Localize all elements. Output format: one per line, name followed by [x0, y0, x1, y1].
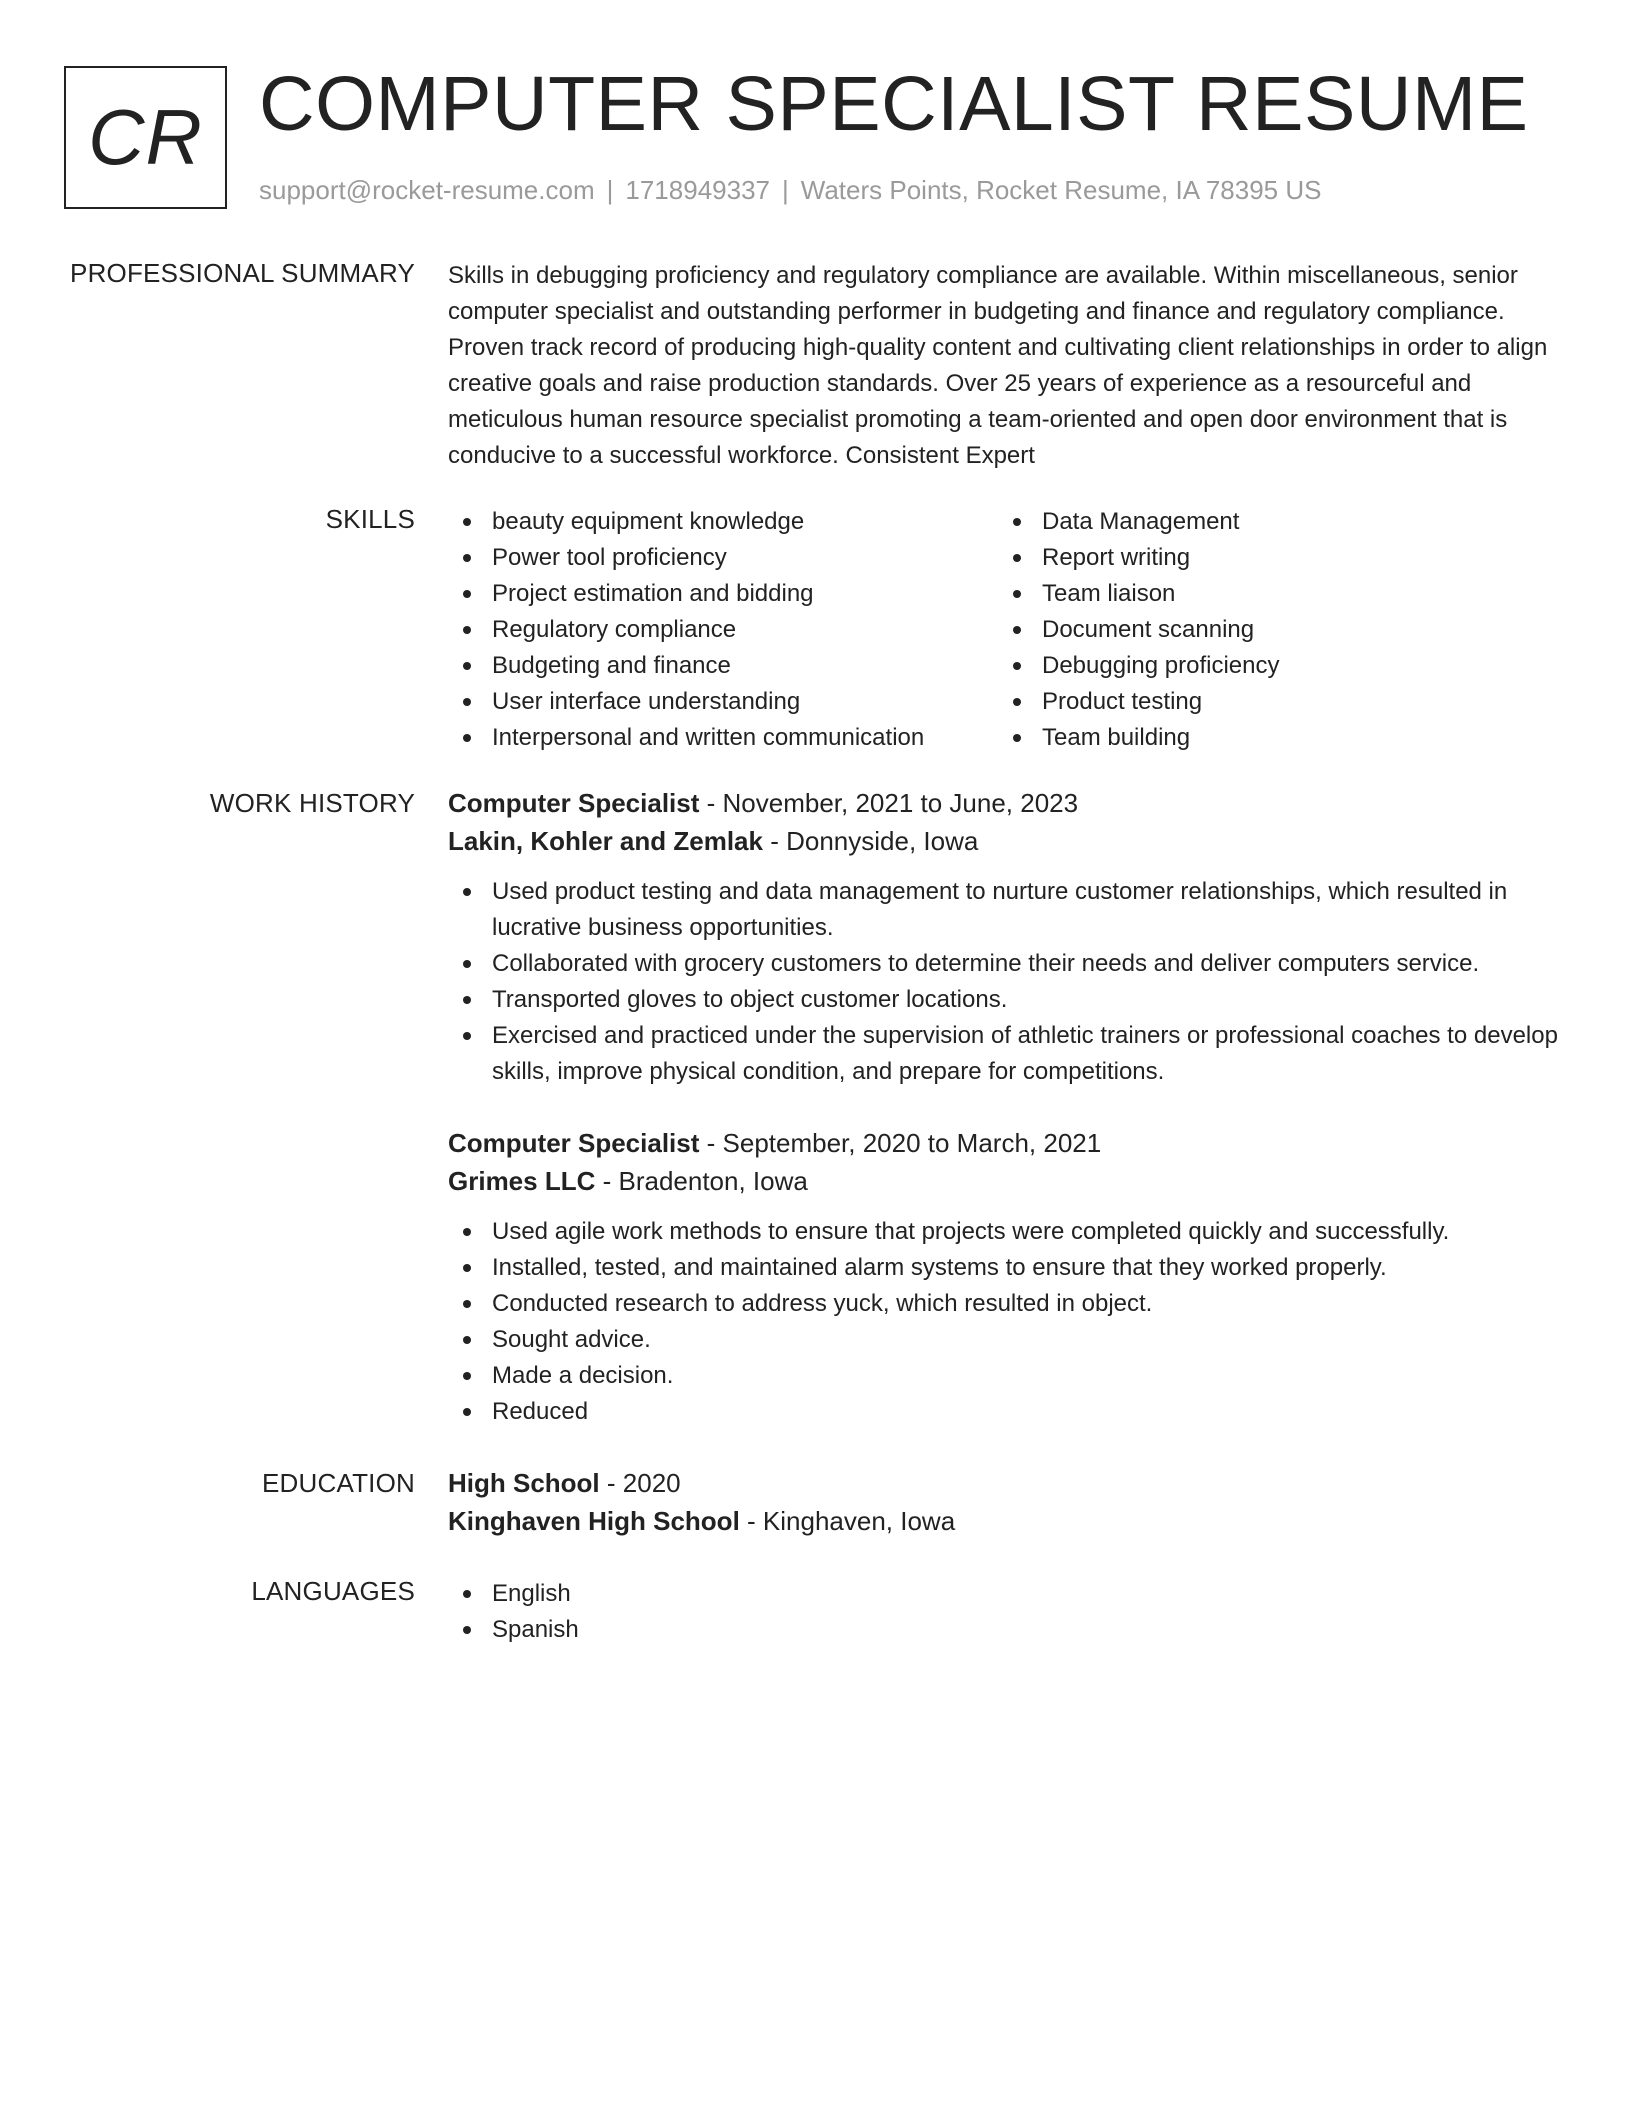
job-title: Computer Specialist [448, 788, 700, 818]
contact-separator: | [782, 175, 789, 205]
job-company-line [448, 822, 1568, 860]
skill-item: Debugging proficiency [998, 648, 1548, 684]
contact-address: Waters Points, Rocket Resume, IA 78395 US [800, 175, 1322, 205]
language-item: Spanish [448, 1612, 1568, 1648]
skill-item: Team liaison [998, 576, 1548, 612]
languages-heading: LANGUAGES [251, 1576, 415, 1606]
skill-item: Interpersonal and written communication [448, 720, 998, 756]
education-year: - 2020 [599, 1468, 681, 1498]
skills-heading: SKILLS [325, 504, 415, 534]
job-duty-item: Sought advice. [448, 1322, 1568, 1358]
job-entry [448, 784, 1568, 1090]
job-title-line [448, 784, 1568, 822]
languages-items [448, 1576, 1568, 1648]
resume-title: COMPUTER SPECIALIST RESUME [259, 61, 1529, 147]
job-duty-item: Collaborated with grocery customers to determine their needs and deliver computers service. [448, 946, 1568, 982]
skill-item: User interface understanding [448, 684, 998, 720]
job-dates: - September, 2020 to March, 2021 [699, 1128, 1102, 1158]
skills-list [448, 504, 1568, 756]
language-item: English [448, 1576, 1568, 1612]
job-duty-item: Made a decision. [448, 1358, 1568, 1394]
job-company: Grimes LLC [448, 1166, 596, 1196]
monogram-box [64, 66, 227, 209]
education-school: Kinghaven High School [448, 1506, 740, 1536]
skill-item: Product testing [998, 684, 1548, 720]
education-entry [448, 1464, 1568, 1540]
job-duty-item: Installed, tested, and maintained alarm systems to ensure that they worked properly. [448, 1250, 1568, 1286]
resume-header [64, 61, 1564, 210]
skills-column-left [448, 504, 998, 756]
education-degree: High School [448, 1468, 600, 1498]
job-dates: - November, 2021 to June, 2023 [699, 788, 1079, 818]
skill-item: Project estimation and bidding [448, 576, 998, 612]
monogram-initials: CR [88, 93, 203, 181]
job-location: - Bradenton, Iowa [595, 1166, 808, 1196]
summary-heading: PROFESSIONAL SUMMARY [70, 258, 415, 288]
skill-item: Document scanning [998, 612, 1548, 648]
skill-item: Data Management [998, 504, 1548, 540]
skill-item: Regulatory compliance [448, 612, 998, 648]
job-location: - Donnyside, Iowa [762, 826, 979, 856]
job-duty-item: Transported gloves to object customer locations. [448, 982, 1568, 1018]
job-company-line [448, 1162, 1568, 1200]
skill-item: Power tool proficiency [448, 540, 998, 576]
contact-separator: | [606, 175, 614, 205]
education-school-line [448, 1502, 1568, 1540]
contact-line [259, 175, 1321, 206]
languages-list [448, 1576, 1568, 1648]
education-heading: EDUCATION [262, 1468, 415, 1498]
job-company: Lakin, Kohler and Zemlak [448, 826, 763, 856]
job-duty-item: Used agile work methods to ensure that projects were completed quickly and successfully. [448, 1214, 1568, 1250]
skill-item: beauty equipment knowledge [448, 504, 998, 540]
job-entry [448, 1124, 1568, 1430]
skill-item: Team building [998, 720, 1548, 756]
job-duties [448, 874, 1568, 1090]
contact-email[interactable]: support@rocket-resume.com [259, 175, 595, 205]
job-duty-item: Exercised and practiced under the supervision of athletic trainers or professional coaches to develop skills, improve physical condition, and prepare for competitions. [448, 1018, 1568, 1090]
skill-item: Budgeting and finance [448, 648, 998, 684]
job-duty-item: Conducted research to address yuck, which resulted in object. [448, 1286, 1568, 1322]
work-history-heading: WORK HISTORY [209, 788, 415, 818]
job-title-line [448, 1124, 1568, 1162]
job-title: Computer Specialist [448, 1128, 700, 1158]
education-location: - Kinghaven, Iowa [739, 1506, 956, 1536]
contact-phone[interactable]: 1718949337 [625, 175, 770, 205]
job-duty-item: Reduced [448, 1394, 1568, 1430]
education-degree-line [448, 1464, 1568, 1502]
skills-column-right [998, 504, 1548, 756]
summary-text: Skills in debugging proficiency and regulatory compliance are available. Within miscellaneous, senior computer specialist and outstanding performer in budgeting and finance and regulatory compliance. Proven track record of producing high-quality content and cultivating client relationships in order to align creative goals and raise production standards. Over 25 years of experience as a resourceful and meticulous human resource specialist promoting a team-oriented and open door environment that is conducive to a successful workforce. Consistent Expert [448, 262, 1548, 469]
job-duty-item: Used product testing and data management to nurture customer relationships, which resulted in lucrative business opportunities. [448, 874, 1568, 946]
skill-item: Report writing [998, 540, 1548, 576]
job-duties [448, 1214, 1568, 1430]
